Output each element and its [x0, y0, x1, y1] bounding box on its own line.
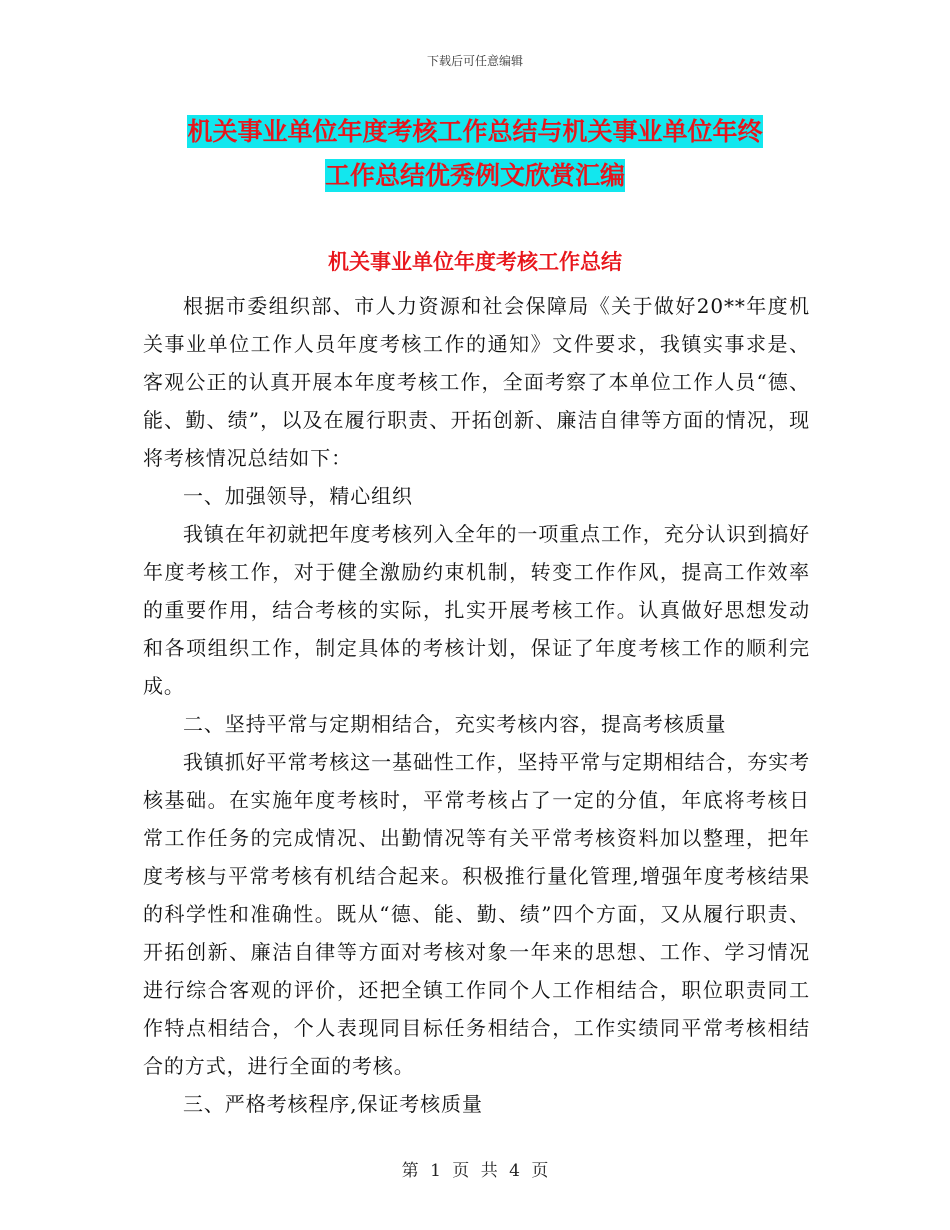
page-number: 第 1 页 共 4 页: [401, 1161, 549, 1181]
document-title: [140, 110, 810, 198]
body-text: [143, 287, 810, 1123]
title-line-1: 机关事业单位年度考核工作总结与机关事业单位年终: [187, 117, 763, 146]
heading-3: 三、严格考核程序,保证考核质量: [183, 1092, 483, 1116]
section-title: 机关事业单位年度考核工作总结: [328, 250, 622, 274]
title-line-2: 工作总结优秀例文欣赏汇编: [324, 161, 625, 190]
paragraph-2: 我镇抓好平常考核这一基础性工作，坚持平常与定期相结合，夯实考核基础。在实施年度考核时，平常考核占了一定的分值，年底将考核日常工作任务的完成情况、出勤情况等有关平常考核资料加以整理，把年度考核与平常考核有机结合起来。积极推行量化管理,增强年度考核结果的科学性和准确性。既从“德、能、勤、绩”四个方面，又从履行职责、开拓创新、廉洁自律等方面对考核对象一年来的思想、工作、学习情况进行综合客观的评价，还把全镇工作同个人工作相结合，职位职责同工作特点相结合，个人表现同目标任务相结合，工作实绩同平常考核相结合的方式，进行全面的考核。: [143, 750, 810, 1078]
heading-1: 一、加强领导，精心组织: [183, 484, 413, 508]
header-note: 下载后可任意编辑: [426, 54, 523, 68]
paragraph-1: 我镇在年初就把年度考核列入全年的一项重点工作，充分认识到搞好年度考核工作，对于健全激励约束机制，转变工作作风，提高工作效率的重要作用，结合考核的实际，扎实开展考核工作。认真做好思想发动和各项组织工作，制定具体的考核计划，保证了年度考核工作的顺利完成。: [143, 522, 810, 698]
heading-2: 二、坚持平常与定期相结合，充实考核内容，提高考核质量: [183, 712, 727, 736]
paragraph-intro: 根据市委组织部、市人力资源和社会保障局《关于做好20**年度机关事业单位工作人员年度考核工作的通知》文件要求，我镇实事求是、客观公正的认真开展本年度考核工作，全面考察了本单位工作人员“德、能、勤、绩”，以及在履行职责、开拓创新、廉洁自律等方面的情况，现将考核情况总结如下：: [143, 294, 810, 470]
